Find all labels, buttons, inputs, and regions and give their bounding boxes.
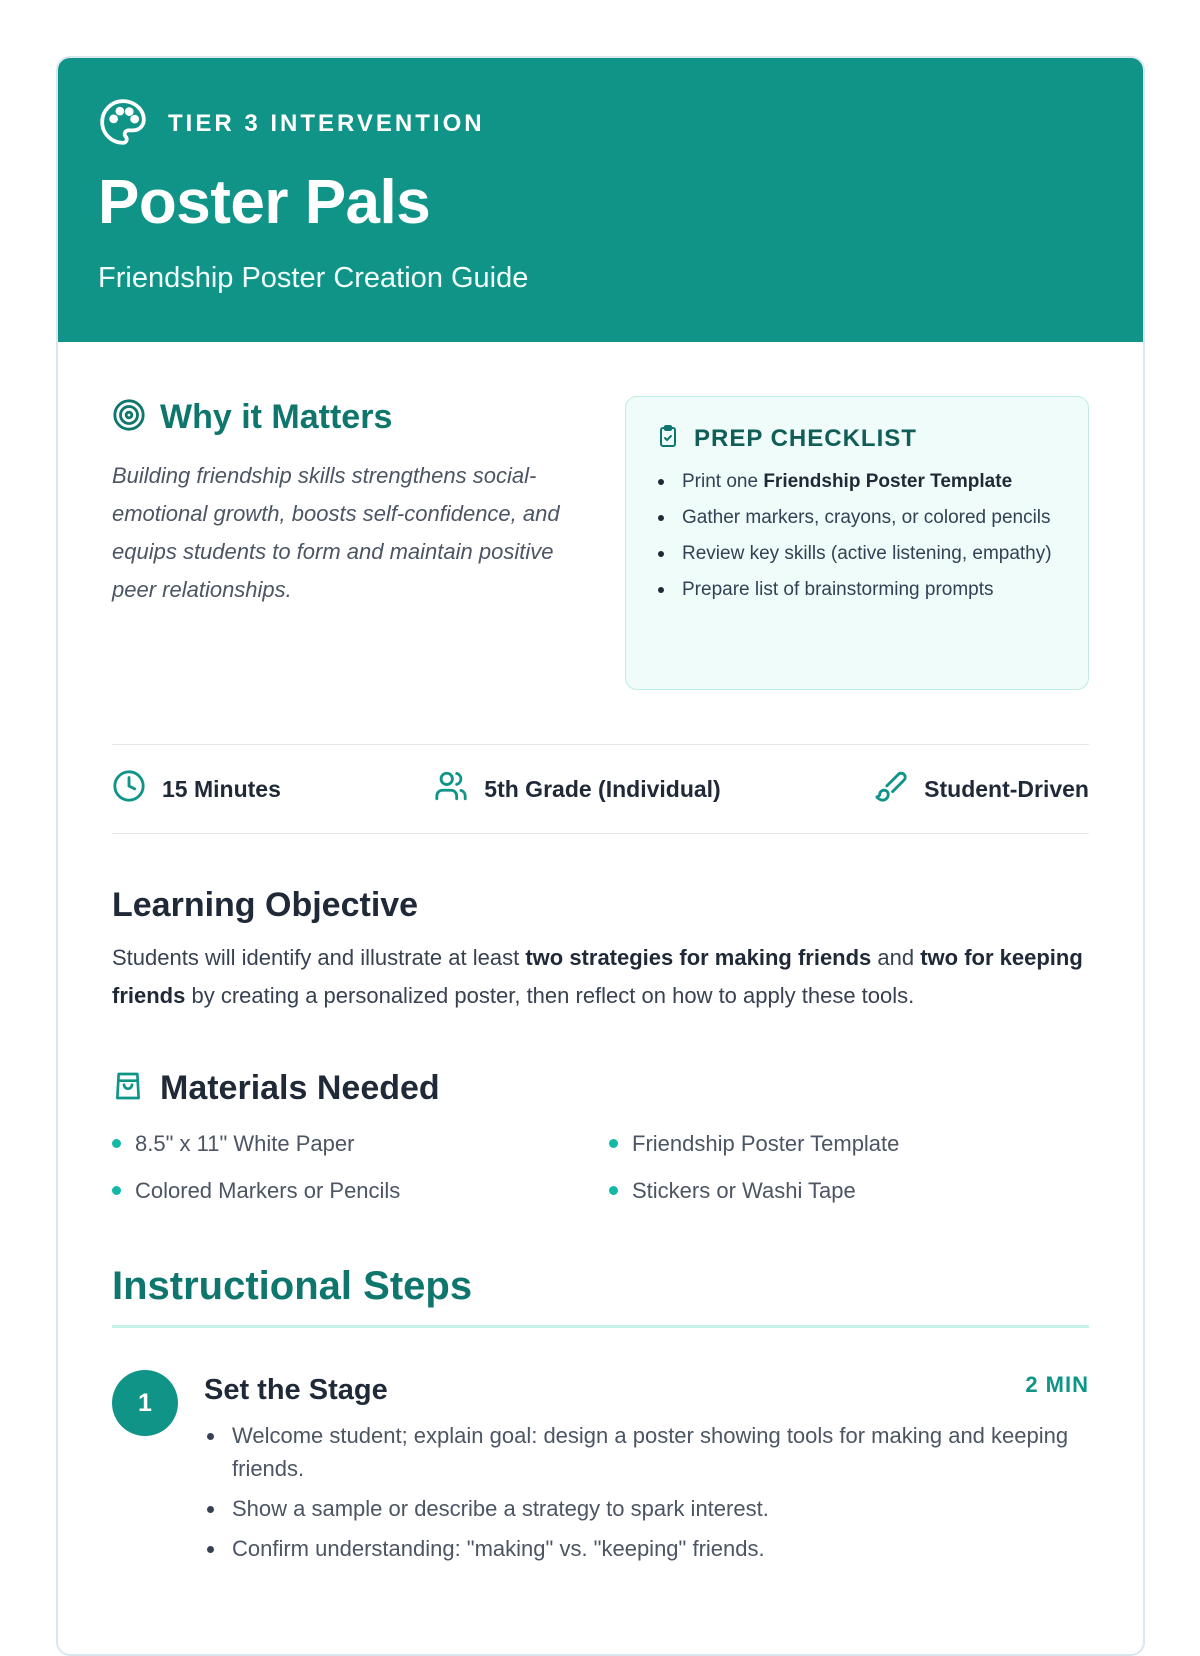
objective-text-part: by creating a personalized poster, then reflect on how to apply these tools. [185, 983, 915, 1008]
list-item [112, 1126, 609, 1161]
step-number: 1 [112, 1370, 178, 1436]
clock-icon [112, 769, 146, 809]
why-section [112, 396, 587, 690]
objective-text-part: Students will identify and illustrate at least [112, 945, 526, 970]
material-label: Stickers or Washi Tape [632, 1177, 856, 1203]
top-grid [112, 396, 1089, 690]
list-item [609, 1126, 1089, 1161]
prep-list [656, 468, 1058, 603]
tier-row [98, 98, 1103, 150]
step-body [204, 1368, 1089, 1572]
tier-label: TIER 3 INTERVENTION [168, 110, 485, 137]
target-icon [112, 398, 146, 437]
materials-title: Materials Needed [160, 1069, 440, 1107]
prep-item: Review key skills (active listening, empathy) [656, 540, 1058, 567]
steps-section [112, 1264, 1089, 1572]
why-text: Building friendship skills strengthens social-emotional growth, boosts self-confidence, and equips students to form and maintain positive peer relationships. [112, 463, 560, 602]
prep-item [656, 468, 1058, 495]
brush-icon [874, 769, 908, 809]
step-time: 2 MIN [1025, 1372, 1089, 1397]
step-bullets [204, 1419, 1089, 1565]
bullet-dot [112, 1186, 121, 1195]
materials-list [112, 1126, 1089, 1208]
objective-text-bold: two for keeping friends [112, 945, 1083, 1008]
material-label: Colored Markers or Pencils [135, 1177, 401, 1203]
prep-heading [656, 423, 1058, 454]
list-item [112, 1173, 609, 1208]
style-text: Student-Driven [924, 775, 1089, 802]
prep-checklist [625, 396, 1089, 690]
list-item [609, 1173, 1089, 1208]
step-bullet: Welcome student; explain goal: design a poster showing tools for making and keeping friends. [204, 1419, 1089, 1485]
objective-title: Learning Objective [112, 886, 419, 924]
prep-item-text: Print one [682, 471, 764, 492]
bullet-dot [609, 1186, 618, 1195]
objective-text [112, 939, 1089, 1015]
why-heading [112, 398, 587, 437]
material-label: Friendship Poster Template [632, 1130, 900, 1156]
duration-text: 15 Minutes [162, 775, 281, 802]
prep-item: Prepare list of brainstorming prompts [656, 576, 1058, 603]
step-title: Set the Stage [204, 1374, 388, 1406]
meta-bar [112, 744, 1089, 834]
page-title: Poster Pals [98, 168, 431, 237]
lesson-card [56, 56, 1145, 1656]
materials-section [112, 1069, 1089, 1208]
page-subtitle: Friendship Poster Creation Guide [98, 262, 529, 294]
meta-duration [112, 769, 281, 809]
material-label: 8.5" x 11" White Paper [135, 1130, 355, 1156]
bullet-dot [609, 1139, 618, 1148]
prep-item-bold: Friendship Poster Template [763, 471, 1013, 492]
objective-text-bold: two strategies for making friends [525, 945, 872, 970]
prep-title: PREP CHECKLIST [694, 424, 917, 452]
why-title: Why it Matters [160, 398, 393, 436]
step-item [112, 1368, 1089, 1572]
steps-title: Instructional Steps [112, 1264, 1089, 1328]
meta-grade [434, 769, 720, 809]
objective-section [112, 886, 1089, 1015]
objective-text-part: and [871, 945, 921, 970]
clipboard-check-icon [656, 423, 680, 454]
step-bullet: Show a sample or describe a strategy to spark interest. [204, 1492, 1089, 1525]
content [58, 396, 1143, 1572]
meta-style [874, 769, 1089, 809]
users-icon [434, 769, 468, 809]
shopping-bag-icon [112, 1069, 144, 1108]
step-bullet: Confirm understanding: "making" vs. "keeping" friends. [204, 1532, 1089, 1565]
grade-text: 5th Grade (Individual) [484, 775, 721, 802]
hero-header [58, 58, 1143, 342]
prep-item: Gather markers, crayons, or colored pencils [656, 504, 1058, 531]
palette-icon [98, 97, 148, 152]
materials-heading [112, 1069, 1089, 1108]
bullet-dot [112, 1139, 121, 1148]
step-heading [204, 1368, 1089, 1407]
